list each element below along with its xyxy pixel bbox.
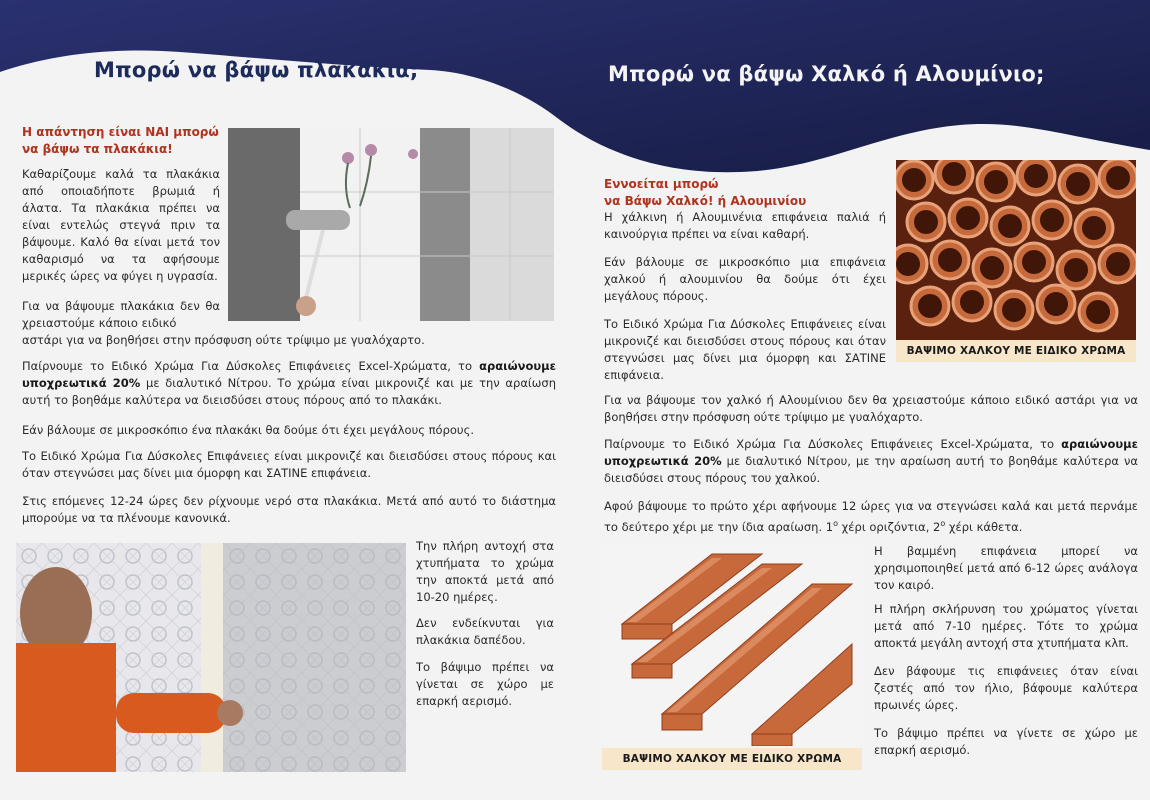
right-heading-line1: Εννοείται μπορώ bbox=[604, 177, 719, 191]
right-side-3: Δεν βάφουμε τις επιφάνειες όταν είναι ζεστές από τον ήλιο, βάφουμε καλύτερα πρωινές ώρες. bbox=[874, 664, 1138, 712]
left-para-micro: Εάν βάλουμε σε μικροσκόπιο ένα πλακάκι θα δούμε ότι έχει μεγάλους πόρους. bbox=[22, 423, 474, 437]
left-page-title: Μπορώ να βάψω πλακάκια; bbox=[94, 58, 419, 82]
left-paint-bold: αραιώνουμε υποχρεωτικά 20% bbox=[22, 359, 557, 390]
left-para-clean: Καθαρίζουμε καλά τα πλακάκια από οποιαδήποτε βρωμιά ή άλατα. Τα πλακάκια πρέπει να είναι εντελώς στεγνά πριν τα βάψουμε. Καλό θα είναι μετά τον καθαρισμό να τα αφήσουμε μερικές ώρες να φύγει η υγρασία. bbox=[22, 167, 220, 283]
left-para-paint bbox=[22, 358, 556, 409]
copper-caption-top: ΒΑΨΙΜΟ ΧΑΛΚΟΥ ΜΕ ΕΙΔΙΚΟ ΧΡΩΜΑ bbox=[896, 340, 1136, 362]
right-para-coats bbox=[604, 498, 1138, 536]
right-coats-text2: χέρι οριζόντια, 2 bbox=[838, 519, 941, 534]
right-para-satin: Το Ειδικό Χρώμα Για Δύσκολες Επιφάνειες είναι μικρονιζέ και διεισδύσει στους πόρους και όταν στεγνώσει μας δίνει μια όμορφη και ΣΑΤΙΝΕ επιφάνεια. bbox=[604, 317, 886, 382]
right-para-primer: Για να βάψουμε τον χαλκό ή Αλουμίνιου δεν θα χρειαστούμε κάποιο ειδικό αστάρι για να βοηθήσει στην πρόσφυση ούτε τρίψιμο με γυαλόχαρτο. bbox=[604, 393, 1138, 424]
right-para-paint bbox=[604, 436, 1138, 487]
left-side-2: Δεν ενδείκνυται για πλακάκια δαπέδου. bbox=[416, 616, 554, 647]
right-side-1: Η βαμμένη επιφάνεια μπορεί να χρησιμοποιηθεί μετά από 6-12 ώρες ανάλογα τον καιρό. bbox=[874, 544, 1138, 592]
right-side-2: Η πλήρη σκλήρυνση του χρώματος γίνεται μετά από 7-10 ημέρες. Τότε το χρώμα αποκτά μεγάλη αντοχή στα χτυπήματα κλπ. bbox=[874, 602, 1138, 650]
copper-bars-photo bbox=[602, 544, 862, 746]
copper-pipes-photo bbox=[896, 160, 1136, 340]
left-paint-text2: με διαλυτικό Νίτρου. Το χρώμα είναι μικρονιζέ και με την αραίωση αυτή το βοηθάμε καλύτερα να διεισδύσει στους πόρους από το πλακάκι. bbox=[22, 376, 556, 407]
left-answer-heading-line2: να βάψω τα πλακάκια! bbox=[22, 142, 173, 156]
right-heading-line2: να Βάψω Χαλκό! ή Αλουμινίου bbox=[604, 194, 807, 208]
left-paint-text1: Παίρνουμε το Ειδικό Χρώμα Για Δύσκολες Επιφάνειες Excel-Χρώματα, το bbox=[22, 359, 473, 373]
left-para-water: Στις επόμενες 12-24 ώρες δεν ρίχνουμε νερό στα πλακάκια. Μετά από αυτό το διάστημα μπορούμε να τα πλένουμε κανονικά. bbox=[22, 494, 556, 525]
left-side-1: Την πλήρη αντοχή στα χτυπήματα το χρώμα την αποκτά μετά από 10-20 ημέρες. bbox=[416, 539, 554, 604]
left-side-3: Το βάψιμο πρέπει να γίνεται σε χώρο με επαρκή αερισμό. bbox=[416, 660, 554, 708]
copper-caption-bottom: ΒΑΨΙΜΟ ΧΑΛΚΟΥ ΜΕ ΕΙΔΙΚΟ ΧΡΩΜΑ bbox=[602, 748, 862, 770]
first-superscript: ο bbox=[833, 519, 838, 528]
right-para-surface: Η χάλκινη ή Αλουμινένια επιφάνεια παλιά ή καινούργια πρέπει να είναι καθαρή. bbox=[604, 210, 886, 241]
right-paint-text2: με διαλυτικό Νίτρου, με την αραίωση αυτή το βοηθάμε καλύτερα να διεισδύσει στους πόρους του χαλκού. bbox=[604, 454, 1139, 485]
left-answer-heading bbox=[22, 124, 227, 158]
left-para-satin: Το Ειδικό Χρώμα Για Δύσκολες Επιφάνειες είναι μικρονιζέ και διεισδύσει στους πόρους και όταν στεγνώσει μας δίνει μια όμορφη και ΣΑΤΙΝΕ επιφάνεια. bbox=[22, 449, 556, 480]
right-page-title: Μπορώ να βάψω Χαλκό ή Αλουμίνιο; bbox=[608, 62, 1045, 86]
right-paint-bold: αραιώνουμε υποχρεωτικά 20% bbox=[604, 437, 1139, 468]
tile-painting-photo bbox=[228, 128, 554, 321]
worker-painting-photo bbox=[16, 543, 406, 772]
right-heading bbox=[604, 176, 864, 210]
second-superscript: ο bbox=[940, 519, 946, 528]
left-para-primer-a: Για να βάψουμε πλακάκια δεν θα χρειαστούμε κάποιο ειδικό bbox=[22, 299, 220, 330]
left-para-primer-b: αστάρι για να βοηθήσει στην πρόσφυση ούτε τρίψιμο με γυαλόχαρτο. bbox=[22, 333, 425, 347]
right-para-micro: Εάν βάλουμε σε μικροσκόπιο μια επιφάνεια χαλκού ή αλουμινίου θα δούμε ότι έχει μεγάλους πόρους. bbox=[604, 255, 886, 303]
right-coats-text1: Αφού βάψουμε το πρώτο χέρι αφήνουμε 12 ώρες για να στεγνώσει καλά και μετά περνάμε το δεύτερο χέρι με την ίδια αραίωση. 1 bbox=[604, 499, 1138, 534]
right-coats-text3: χέρι κάθετα. bbox=[945, 519, 1023, 534]
left-answer-heading-line1: Η απάντηση είναι ΝΑΙ μπορώ bbox=[22, 125, 219, 139]
right-side-4: Το βάψιμο πρέπει να γίνετε σε χώρο με επαρκή αερισμό. bbox=[874, 726, 1138, 757]
right-paint-text1: Παίρνουμε το Ειδικό Χρώμα Για Δύσκολες Επιφάνειες Excel-Χρώματα, το bbox=[604, 437, 1055, 451]
